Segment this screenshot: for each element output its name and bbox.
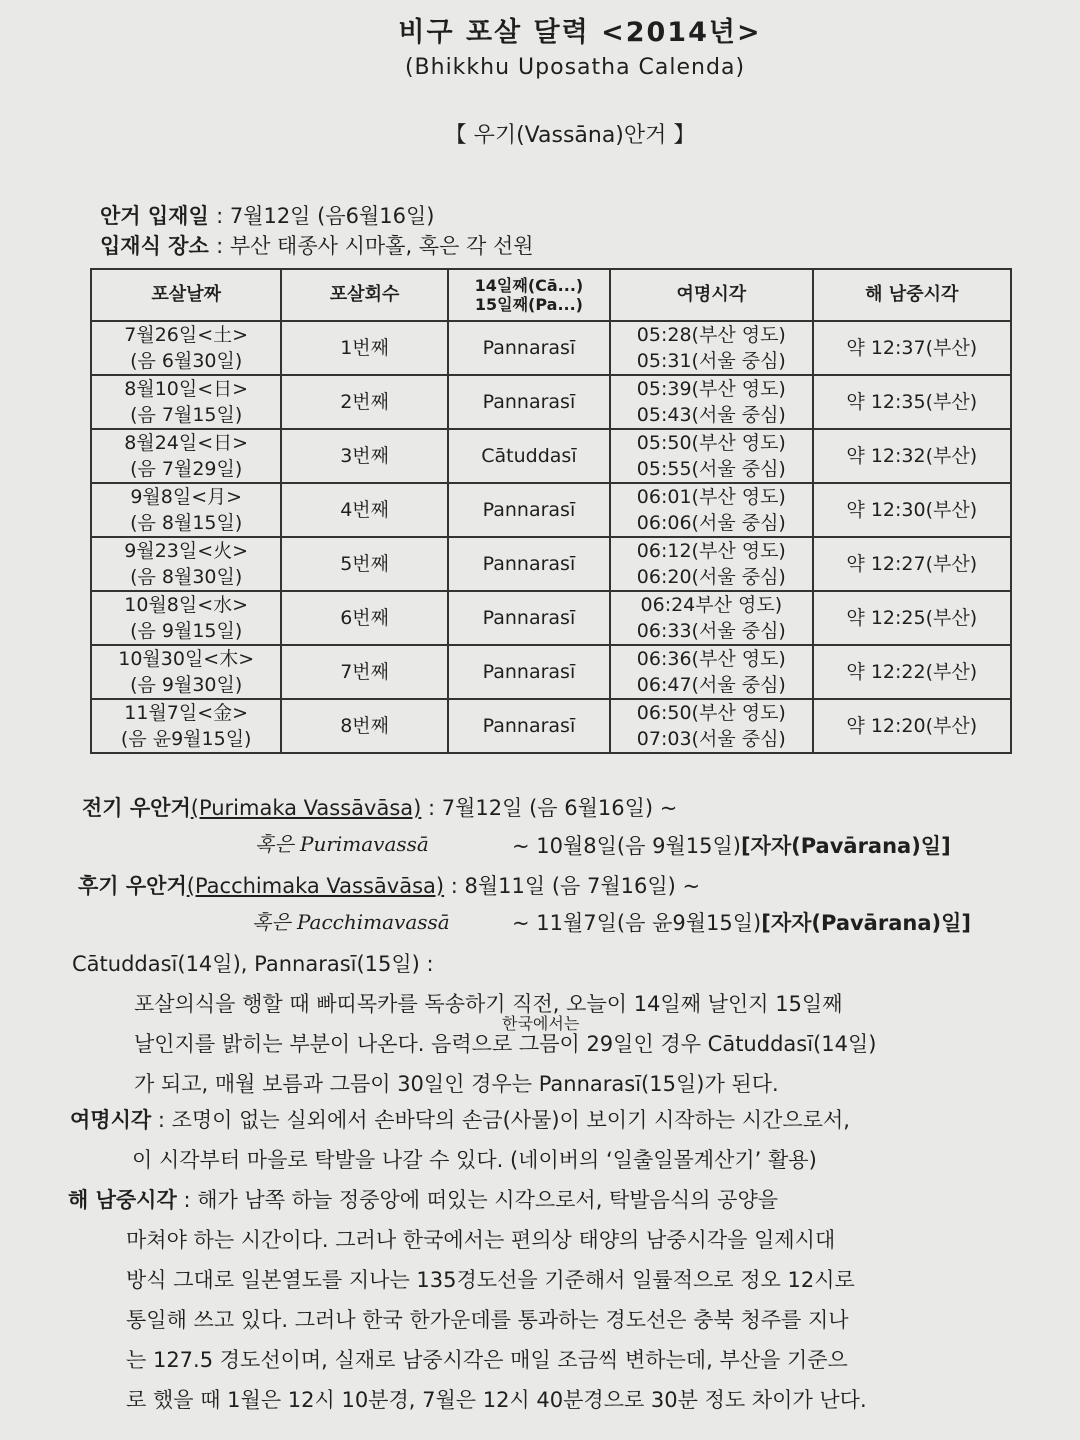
entry-date-value: : 7월12일 (음6월16일) (216, 204, 435, 228)
cell-day-type: Pannarasī (448, 483, 610, 537)
cell-date-solar: 7월26일<土> (124, 324, 249, 346)
cell-noon: 약 12:32(부산) (813, 429, 1011, 483)
table-row (91, 699, 1011, 753)
early-retreat-pavarana: [자자(Pavārana)일] (740, 834, 951, 858)
table-row (91, 483, 1011, 537)
table-row (91, 645, 1011, 699)
table-body (91, 321, 1011, 753)
cell-count: 8번째 (281, 699, 447, 753)
noon-line-2: 마쳐야 하는 시간이다. 그러나 한국에서는 편의상 태양의 남중시각을 일제시대 (126, 1228, 836, 1252)
section-heading: 【 우기(Vassāna)안거 】 (444, 123, 696, 148)
cell-date-lunar: (음 9월15일) (130, 620, 243, 642)
cell-date-solar: 10월8일<水> (124, 594, 249, 616)
cell-count: 1번째 (281, 321, 447, 375)
uposatha-table (90, 268, 1012, 754)
catuddasi-line-2-text: 날인지를 밝히는 부분이 나온다. 음력으로 그믐이 29일인 경우 Cātuddasī(14일) (134, 1032, 877, 1056)
handwritten-note: 한국에서는 (502, 1014, 580, 1033)
page-subtitle: (Bhikkhu Uposatha Calenda) (404, 55, 746, 80)
table-row (91, 429, 1011, 483)
cell-count: 2번째 (281, 375, 447, 429)
cell-count: 5번째 (281, 537, 447, 591)
noon-line-4: 통일해 쓰고 있다. 그러나 한국 한가운데를 통과하는 경도선은 충북 청주를 지나 (126, 1308, 849, 1332)
catuddasi-explanation (72, 944, 1067, 1104)
cell-dawn-seoul: 06:06(서울 중심) (636, 512, 786, 534)
catuddasi-heading: Cātuddasī(14일), Pannarasī(15일) : (72, 952, 434, 976)
header-noon: 해 남중시각 (813, 269, 1011, 321)
early-retreat-end-date: ~ 10월8일(음 9월15일) (512, 834, 741, 858)
cell-dawn (610, 375, 812, 429)
cell-noon: 약 12:35(부산) (813, 375, 1011, 429)
table-row (91, 537, 1011, 591)
cell-date (91, 483, 281, 537)
cell-date-lunar: (음 6월30일) (130, 350, 243, 372)
cell-day-type: Pannarasī (448, 321, 610, 375)
cell-date-solar: 10월30일<木> (118, 648, 255, 670)
cell-date-lunar: (음 9월30일) (130, 674, 243, 696)
cell-dawn-busan: 05:50(부산 영도) (636, 432, 786, 454)
cell-noon: 약 12:27(부산) (813, 537, 1011, 591)
cell-dawn-seoul: 06:47(서울 중심) (636, 674, 786, 696)
cell-date (91, 591, 281, 645)
cell-day-type: Pannarasī (448, 591, 610, 645)
noon-line-6: 로 했을 때 1월은 12시 10분경, 7월은 12시 40분경으로 30분 정도 차이가 난다. (126, 1388, 867, 1412)
dawn-label: 여명시각 (70, 1108, 152, 1132)
cell-dawn-busan: 06:01(부산 영도) (636, 486, 786, 508)
cell-date-lunar: (음 7월29일) (130, 458, 243, 480)
header-day-type (448, 269, 610, 321)
late-retreat-alt: 혹은 Pacchimavassā (252, 910, 450, 934)
late-retreat-end-date: ~ 11월7일(음 윤9월15일) (512, 911, 762, 935)
noon-explanation (68, 1180, 1063, 1420)
cell-dawn (610, 321, 812, 375)
cell-dawn (610, 645, 812, 699)
cell-dawn-busan: 06:36(부산 영도) (636, 648, 786, 670)
dawn-explanation (70, 1100, 1065, 1180)
cell-count: 4번째 (281, 483, 447, 537)
noon-line-3: 방식 그대로 일본열도를 지나는 135경도선을 기준해서 일률적으로 정오 12시로 (126, 1268, 855, 1292)
early-retreat-end (512, 830, 951, 860)
noon-line-1: : 해가 남쪽 하늘 정중앙에 떠있는 시각으로서, 탁발음식의 공양을 (183, 1188, 779, 1212)
cell-noon: 약 12:30(부산) (813, 483, 1011, 537)
table-row (91, 591, 1011, 645)
cell-day-type: Pannarasī (448, 699, 610, 753)
table-row (91, 321, 1011, 375)
cell-date (91, 321, 281, 375)
cell-date-lunar: (음 8월15일) (130, 512, 243, 534)
entry-date-label: 안거 입재일 (100, 204, 209, 228)
late-retreat-term: (Pacchimaka Vassāvāsa) (186, 874, 445, 898)
header-date: 포살날짜 (91, 269, 281, 321)
cell-dawn (610, 429, 812, 483)
noon-line-5: 는 127.5 경도선이며, 실재로 남중시각은 매일 조금씩 변하는데, 부산을 기준으 (126, 1348, 848, 1372)
catuddasi-line-1: 포살의식을 행할 때 빠띠목카를 독송하기 직전, 오늘이 14일째 날인지 15일째 (134, 992, 843, 1016)
cell-noon: 약 12:25(부산) (813, 591, 1011, 645)
cell-date-solar: 11월7일<金> (124, 702, 249, 724)
cell-date (91, 537, 281, 591)
cell-date-solar: 9월23일<火> (124, 540, 249, 562)
cell-count: 7번째 (281, 645, 447, 699)
cell-dawn (610, 483, 812, 537)
cell-date (91, 699, 281, 753)
cell-dawn-busan: 05:39(부산 영도) (636, 378, 786, 400)
cell-date-solar: 8월10일<日> (124, 378, 249, 400)
early-retreat-alt: 혹은 Purimavassā (255, 832, 429, 856)
cell-day-type: Cātuddasī (448, 429, 610, 483)
header-count: 포살회수 (281, 269, 447, 321)
cell-day-type: Pannarasī (448, 645, 610, 699)
dawn-line-1: : 조명이 없는 실외에서 손바닥의 손금(사물)이 보이기 시작하는 시간으로서, (157, 1108, 850, 1132)
cell-date-lunar: (음 7월15일) (130, 404, 243, 426)
cell-date-solar: 9월8일<月> (130, 486, 243, 508)
cell-dawn-busan: 06:24부산 영도) (640, 594, 783, 616)
cell-dawn (610, 699, 812, 753)
cell-dawn-seoul: 06:20(서울 중심) (636, 566, 786, 588)
cell-dawn-busan: 05:28(부산 영도) (636, 324, 786, 346)
late-retreat-value: : 8월11일 (음 7월16일) ~ (450, 874, 701, 898)
catuddasi-line-3: 가 되고, 매월 보름과 그믐이 30일인 경우는 Pannarasī(15일)가 된다. (134, 1072, 779, 1096)
cell-dawn-seoul: 06:33(서울 중심) (636, 620, 786, 642)
cell-dawn-seoul: 05:43(서울 중심) (636, 404, 786, 426)
cell-dawn-seoul: 07:03(서울 중심) (636, 728, 786, 750)
cell-noon: 약 12:20(부산) (813, 699, 1011, 753)
entry-place-label: 입재식 장소 (100, 234, 209, 258)
cell-day-type: Pannarasī (448, 537, 610, 591)
entry-date (100, 200, 434, 230)
header-day14: 14일째(Cā...) (474, 276, 584, 295)
page-title: 비구 포살 달력 <2014년> (398, 17, 762, 48)
late-retreat (78, 870, 700, 900)
late-retreat-end (512, 907, 971, 937)
dawn-line-2: 이 시각부터 마을로 탁발을 나갈 수 있다. (네이버의 ‘일출일몰계산기’ 활용) (132, 1148, 817, 1172)
cell-noon: 약 12:22(부산) (813, 645, 1011, 699)
cell-dawn-seoul: 05:31(서울 중심) (636, 350, 786, 372)
early-retreat (82, 792, 677, 822)
entry-place-value: : 부산 태종사 시마홀, 혹은 각 선원 (216, 234, 534, 258)
noon-label: 해 남중시각 (68, 1188, 177, 1212)
cell-date (91, 429, 281, 483)
catuddasi-line-2 (72, 1014, 1067, 1064)
table-row (91, 375, 1011, 429)
table-header-row (91, 269, 1011, 321)
header-day15: 15일째(Pa...) (474, 295, 583, 314)
cell-date-solar: 8월24일<日> (124, 432, 249, 454)
cell-dawn (610, 537, 812, 591)
cell-count: 3번째 (281, 429, 447, 483)
cell-date-lunar: (음 윤9월15일) (120, 728, 252, 750)
cell-dawn-seoul: 05:55(서울 중심) (636, 458, 786, 480)
cell-dawn (610, 591, 812, 645)
cell-dawn-busan: 06:50(부산 영도) (636, 702, 786, 724)
cell-noon: 약 12:37(부산) (813, 321, 1011, 375)
late-retreat-pavarana: [자자(Pavārana)일] (761, 911, 971, 935)
cell-day-type: Pannarasī (448, 375, 610, 429)
cell-dawn-busan: 06:12(부산 영도) (636, 540, 786, 562)
entry-place (100, 230, 534, 260)
cell-date (91, 375, 281, 429)
early-retreat-value: : 7월12일 (음 6월16일) ~ (428, 796, 678, 820)
early-retreat-label: 전기 우안거 (82, 796, 191, 820)
early-retreat-term: (Purimaka Vassāvāsa) (190, 796, 422, 820)
late-retreat-label: 후기 우안거 (78, 874, 187, 898)
cell-count: 6번째 (281, 591, 447, 645)
cell-date (91, 645, 281, 699)
header-dawn: 여명시각 (610, 269, 812, 321)
cell-date-lunar: (음 8월30일) (130, 566, 243, 588)
